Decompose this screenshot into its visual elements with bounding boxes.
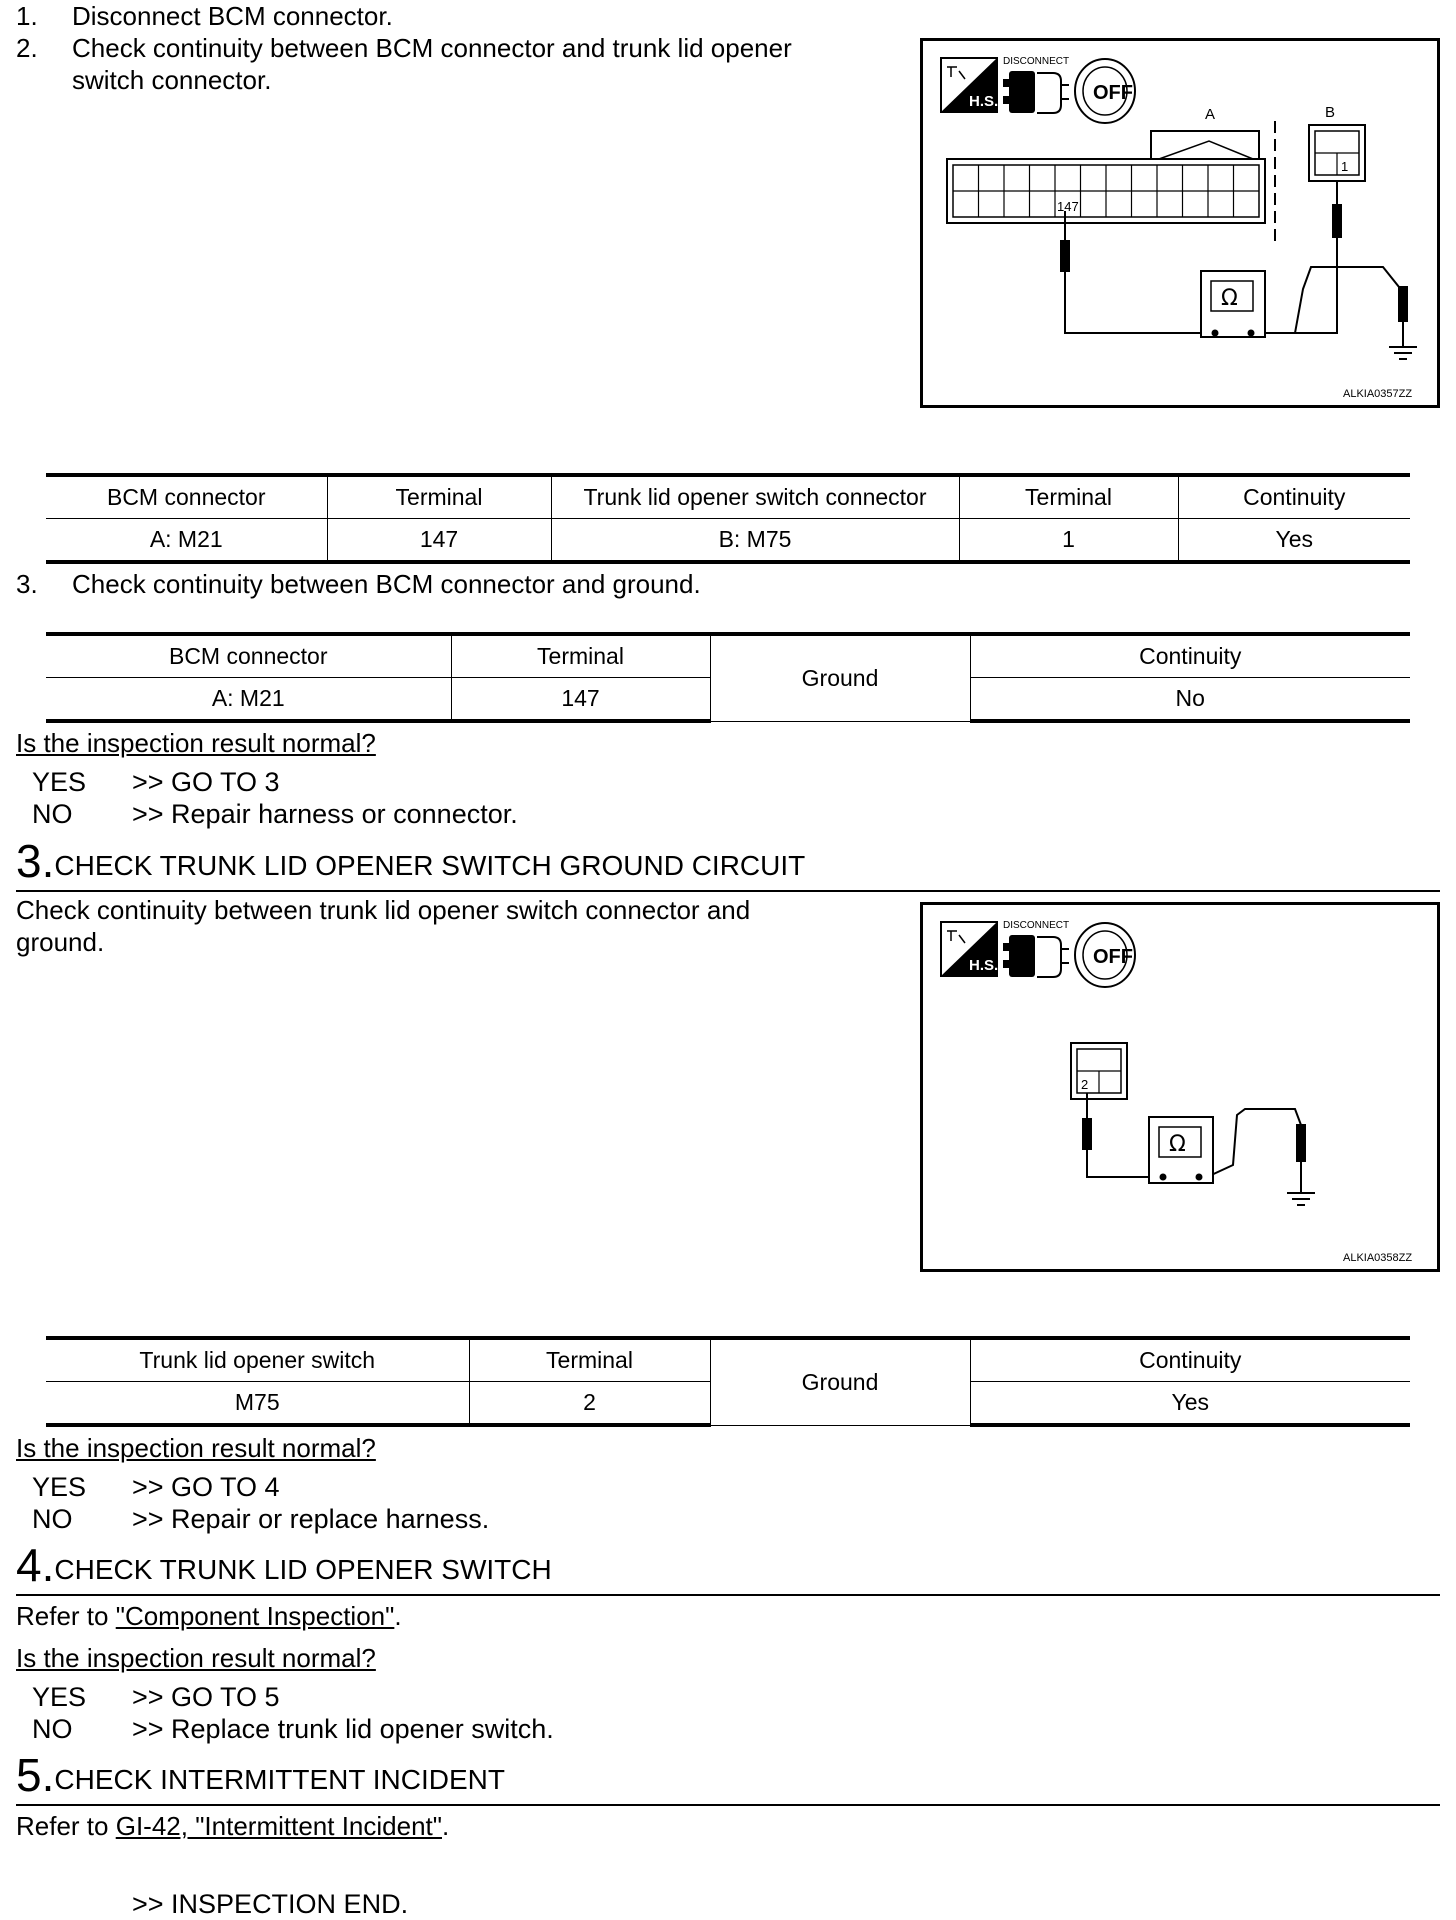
answer-1-no-key: NO bbox=[32, 799, 73, 829]
table1-header-continuity: Continuity bbox=[1178, 475, 1410, 519]
continuity-table-bcm-switch bbox=[46, 473, 1410, 564]
step-3 bbox=[16, 568, 701, 600]
section-4-reference bbox=[16, 1600, 402, 1632]
table3-header-switch: Trunk lid opener switch bbox=[46, 1338, 469, 1382]
table2-ground: Ground bbox=[710, 634, 970, 721]
section-4-rule bbox=[16, 1594, 1440, 1596]
answer-2-yes bbox=[32, 1471, 280, 1503]
diagram-bcm-to-switch bbox=[920, 38, 1440, 408]
connector-b-icon bbox=[1309, 125, 1365, 181]
answer-2-yes-key: YES bbox=[32, 1472, 87, 1502]
answer-3-no-value: >> Replace trunk lid opener switch. bbox=[132, 1714, 554, 1744]
terminal-label: 2 bbox=[1081, 1077, 1089, 1092]
table2-header-continuity: Continuity bbox=[970, 634, 1410, 678]
disconnect-connector-icon bbox=[1003, 71, 1069, 113]
answer-2-no bbox=[32, 1503, 489, 1535]
section-4-title: CHECK TRUNK LID OPENER SWITCH bbox=[54, 1554, 552, 1585]
connector-b-label: B bbox=[1325, 104, 1336, 121]
table1-cell-terminal: 147 bbox=[327, 519, 551, 563]
section-5-heading bbox=[16, 1749, 505, 1801]
table1-cell-terminal-2: 1 bbox=[959, 519, 1178, 563]
table3-cell-terminal: 2 bbox=[469, 1382, 710, 1426]
question-2: Is the inspection result normal? bbox=[16, 1433, 376, 1463]
terminal-b-label: 1 bbox=[1341, 159, 1349, 174]
diagram-1-code: ALKIA0357ZZ bbox=[1343, 388, 1413, 400]
diagram-1-svg bbox=[923, 41, 1437, 405]
table2-cell-continuity: No bbox=[970, 678, 1410, 722]
table2-cell-terminal: 147 bbox=[451, 678, 710, 722]
section-5-number: 5. bbox=[16, 1749, 55, 1801]
question-1: Is the inspection result normal? bbox=[16, 728, 376, 758]
answer-2-no-key: NO bbox=[32, 1504, 73, 1534]
section-4-ref-suffix: . bbox=[394, 1601, 402, 1631]
section-4-heading bbox=[16, 1539, 552, 1591]
table1-cell-bcm: A: M21 bbox=[46, 519, 327, 563]
table1-cell-switch: B: M75 bbox=[551, 519, 959, 563]
terminal-a-label: 147 bbox=[1057, 199, 1079, 214]
disconnect-label-2: DISCONNECT bbox=[1003, 920, 1070, 931]
table2-header-terminal: Terminal bbox=[451, 634, 710, 678]
table1-cell-continuity: Yes bbox=[1178, 519, 1410, 563]
diagram-2-code: ALKIA0358ZZ bbox=[1343, 1252, 1413, 1264]
section-3-text-line1: Check continuity between trunk lid opener switch connector and bbox=[16, 895, 751, 925]
diagram-2-svg bbox=[923, 905, 1437, 1269]
step-3-number: 3. bbox=[16, 569, 38, 599]
inspection-end: >> INSPECTION END. bbox=[132, 1889, 409, 1919]
table3-cell-continuity: Yes bbox=[970, 1382, 1410, 1426]
question-3: Is the inspection result normal? bbox=[16, 1643, 376, 1673]
table1-header-terminal-2: Terminal bbox=[959, 475, 1178, 519]
step-2-continuation: switch connector. bbox=[72, 65, 272, 95]
component-inspection-link[interactable]: "Component Inspection" bbox=[115, 1601, 395, 1631]
off-label-2: OFF bbox=[1093, 946, 1133, 968]
answer-2-no-value: >> Repair or replace harness. bbox=[132, 1504, 490, 1534]
connector-a-icon bbox=[947, 121, 1275, 241]
off-label: OFF bbox=[1093, 82, 1133, 104]
answer-1-no-value: >> Repair harness or connector. bbox=[132, 799, 518, 829]
connector-a-label: A bbox=[1205, 106, 1216, 123]
table2-cell-bcm: A: M21 bbox=[46, 678, 451, 722]
ignition-off-icon bbox=[1075, 59, 1135, 123]
section-5-ref-suffix: . bbox=[442, 1811, 450, 1841]
diagram-switch-to-ground bbox=[920, 902, 1440, 1272]
section-5-ref-prefix: Refer to bbox=[16, 1811, 116, 1841]
ground-icon-2 bbox=[1287, 1193, 1315, 1205]
continuity-table-bcm-ground bbox=[46, 632, 1410, 723]
ground-icon bbox=[1389, 347, 1417, 359]
continuity-table-switch-ground bbox=[46, 1336, 1410, 1427]
hs-badge-icon bbox=[941, 58, 998, 112]
answer-3-yes-value: >> GO TO 5 bbox=[132, 1682, 280, 1712]
disconnect-connector-icon-2 bbox=[1003, 935, 1069, 977]
step-1-number: 1. bbox=[16, 1, 38, 31]
table2-header-bcm: BCM connector bbox=[46, 634, 451, 678]
step-2-text: Check continuity between BCM connector and trunk lid opener bbox=[72, 33, 792, 63]
table3-header-terminal: Terminal bbox=[469, 1338, 710, 1382]
section-3-title: CHECK TRUNK LID OPENER SWITCH GROUND CIRCUIT bbox=[54, 850, 806, 881]
step-2-number: 2. bbox=[16, 33, 38, 63]
answer-3-yes-key: YES bbox=[32, 1682, 87, 1712]
table3-header-continuity: Continuity bbox=[970, 1338, 1410, 1382]
section-3-heading bbox=[16, 835, 806, 887]
answer-3-no-key: NO bbox=[32, 1714, 73, 1744]
disconnect-label: DISCONNECT bbox=[1003, 56, 1070, 67]
section-3-text-line2: ground. bbox=[16, 927, 105, 957]
answer-1-no bbox=[32, 798, 518, 830]
answer-3-yes bbox=[32, 1681, 280, 1713]
section-4-number: 4. bbox=[16, 1539, 55, 1591]
section-4-ref-prefix: Refer to bbox=[16, 1601, 116, 1631]
section-5-reference bbox=[16, 1810, 449, 1842]
section-3-rule bbox=[16, 890, 1440, 892]
answer-1-yes bbox=[32, 766, 280, 798]
step-2 bbox=[16, 32, 792, 64]
answer-2-yes-value: >> GO TO 4 bbox=[132, 1472, 280, 1502]
switch-connector-icon bbox=[1071, 1043, 1127, 1099]
answer-3-no bbox=[32, 1713, 554, 1745]
hs-label-2: H.S. bbox=[969, 957, 999, 974]
table1-header-bcm: BCM connector bbox=[46, 475, 327, 519]
step-1 bbox=[16, 0, 393, 32]
step-1-text: Disconnect BCM connector. bbox=[72, 1, 393, 31]
section-5-title: CHECK INTERMITTENT INCIDENT bbox=[54, 1764, 505, 1795]
table1-header-terminal: Terminal bbox=[327, 475, 551, 519]
section-5-rule bbox=[16, 1804, 1440, 1806]
table3-ground: Ground bbox=[710, 1338, 970, 1425]
step-3-text: Check continuity between BCM connector and ground. bbox=[72, 569, 701, 599]
table1-header-switch: Trunk lid opener switch connector bbox=[551, 475, 959, 519]
ignition-off-icon-2 bbox=[1075, 923, 1135, 987]
answer-1-yes-key: YES bbox=[32, 767, 87, 797]
meter-symbol-2: Ω bbox=[1169, 1132, 1186, 1157]
intermittent-incident-link[interactable]: GI-42, "Intermittent Incident" bbox=[115, 1811, 442, 1841]
answer-1-yes-value: >> GO TO 3 bbox=[132, 767, 280, 797]
meter-symbol: Ω bbox=[1221, 286, 1238, 311]
section-3-number: 3. bbox=[16, 835, 55, 887]
hs-badge-icon-2 bbox=[941, 922, 998, 976]
table3-cell-switch: M75 bbox=[46, 1382, 469, 1426]
hs-label: H.S. bbox=[969, 93, 999, 110]
